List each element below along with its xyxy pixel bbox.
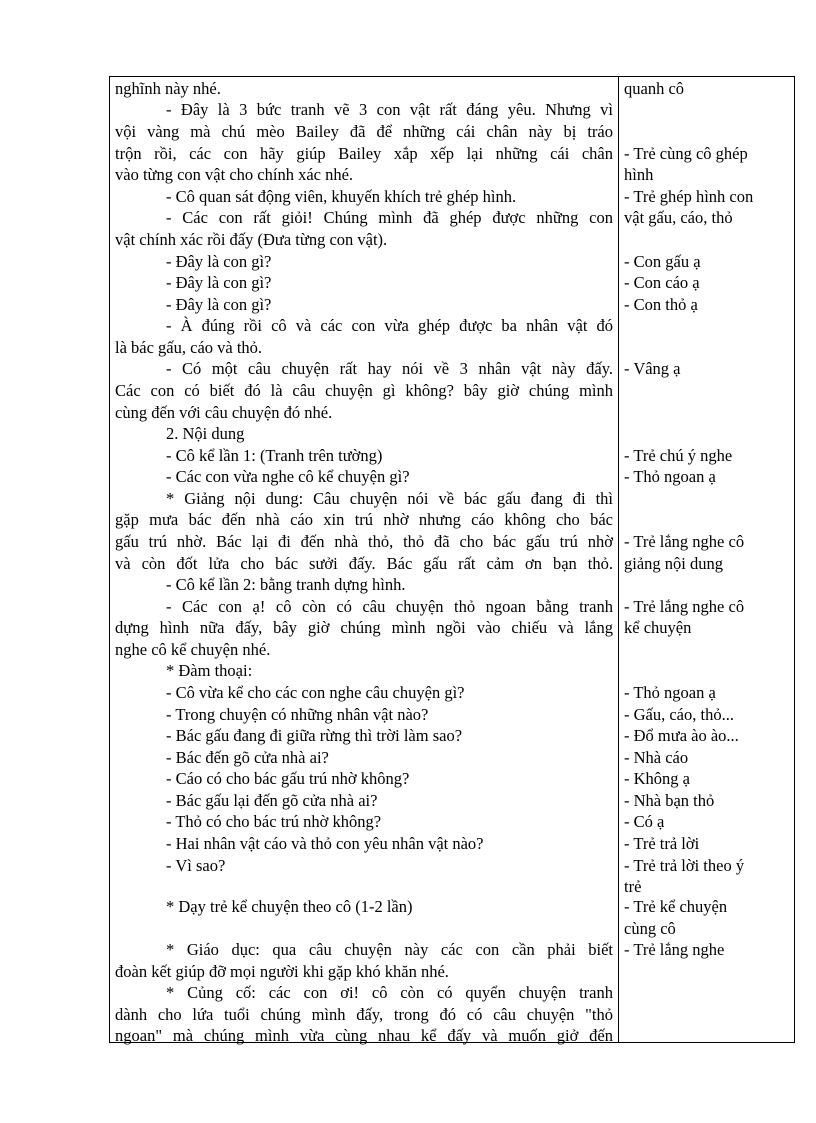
- teacher-line: - Cô vừa kể cho các con nghe câu chuyện gì?: [166, 683, 465, 702]
- teacher-line: ngoan" mà chúng mình vừa cùng nhau kể đấy và muốn giở đến: [115, 1026, 613, 1045]
- student-line: - Trẻ lắng nghe cô: [624, 532, 745, 551]
- teacher-line: đoàn kết giúp đỡ mọi người khi gặp khó khăn nhé.: [115, 962, 449, 981]
- student-line: cùng cô: [624, 919, 676, 938]
- teacher-line: - Các con ạ! cô còn có câu chuyện thỏ ngoan bằng tranh: [166, 597, 613, 616]
- teacher-line: dành cho lứa tuổi chúng mình đấy, trong đó có câu chuyện "thỏ: [115, 1005, 613, 1024]
- teacher-line: - Cô kể lần 1: (Tranh trên tường): [166, 446, 383, 465]
- student-line: kể chuyện: [624, 618, 692, 637]
- teacher-line: cùng đến với câu chuyện đó nhé.: [115, 403, 333, 422]
- teacher-line: - Đây là con gì?: [166, 252, 272, 271]
- teacher-line: nghĩnh này nhé.: [115, 79, 221, 98]
- teacher-line: * Đàm thoại:: [166, 661, 253, 680]
- teacher-line: và còn đốt lửa cho bác sưởi đấy. Bác gấu rất cảm ơn bạn thỏ.: [115, 554, 613, 573]
- student-line: - Nhà cáo: [624, 748, 689, 767]
- student-line: - Thỏ ngoan ạ: [624, 467, 716, 486]
- teacher-line: vật chính xác rồi đấy (Đưa từng con vật).: [115, 230, 388, 249]
- student-line: - Đổ mưa ào ào...: [624, 726, 739, 745]
- teacher-line: - Vì sao?: [166, 856, 226, 875]
- teacher-line: - Có một câu chuyện rất hay nói về 3 nhân vật này đấy.: [166, 359, 613, 378]
- teacher-line: nghe cô kể chuyện nhé.: [115, 640, 271, 659]
- student-line: - Trẻ cùng cô ghép: [624, 144, 748, 163]
- teacher-line: - Cáo có cho bác gấu trú nhờ không?: [166, 769, 410, 788]
- student-line: - Trẻ chú ý nghe: [624, 446, 733, 465]
- teacher-line: - Các con vừa nghe cô kể chuyện gì?: [166, 467, 410, 486]
- student-line: - Con gấu ạ: [624, 252, 701, 271]
- teacher-line: - À đúng rồi cô và các con vừa ghép được ba nhân vật đó: [166, 316, 613, 335]
- teacher-line: - Đây là con gì?: [166, 273, 272, 292]
- teacher-line: vội vàng mà chú mèo Bailey đã để những cái chân này bị tráo: [115, 122, 613, 141]
- teacher-line: Các con có biết đó là câu chuyện gì không? bây giờ chúng mình: [115, 381, 613, 400]
- column-divider: [618, 77, 619, 1042]
- student-line: - Con thỏ ạ: [624, 295, 698, 314]
- student-line: giảng nội dung: [624, 554, 723, 573]
- teacher-line: - Bác gấu lại đến gõ cửa nhà ai?: [166, 791, 378, 810]
- student-line: - Trẻ lắng nghe: [624, 940, 725, 959]
- teacher-line: * Dạy trẻ kể chuyện theo cô (1-2 lần): [166, 897, 413, 916]
- teacher-line: - Đây là 3 bức tranh vẽ 3 con vật rất đáng yêu. Nhưng vì: [166, 100, 613, 119]
- teacher-line: - Cô kể lần 2: bằng tranh dựng hình.: [166, 575, 406, 594]
- student-line: - Thỏ ngoan ạ: [624, 683, 716, 702]
- student-line: - Không ạ: [624, 769, 690, 788]
- student-line: - Gấu, cáo, thỏ...: [624, 705, 734, 724]
- student-line: - Trẻ trả lời: [624, 834, 700, 853]
- teacher-line: gặp mưa bác đến nhà cáo xin trú nhờ nhưng cáo không cho bác: [115, 510, 613, 529]
- teacher-line: * Củng cố: các con ơi! cô còn có quyển chuyện tranh: [166, 983, 613, 1002]
- student-line: - Nhà bạn thỏ: [624, 791, 715, 810]
- teacher-line: - Đây là con gì?: [166, 295, 272, 314]
- student-line: - Trẻ ghép hình con: [624, 187, 754, 206]
- student-line: trẻ: [624, 877, 642, 896]
- teacher-line: vào từng con vật cho chính xác nhé.: [115, 165, 354, 184]
- teacher-line: là bác gấu, cáo và thỏ.: [115, 338, 263, 357]
- student-line: hình: [624, 165, 654, 184]
- teacher-line: * Giảng nội dung: Câu chuyện nói về bác gấu đang đi thì: [166, 489, 613, 508]
- student-line: - Con cáo ạ: [624, 273, 700, 292]
- student-line: - Trẻ lắng nghe cô: [624, 597, 745, 616]
- teacher-line: - Cô quan sát động viên, khuyến khích trẻ ghép hình.: [166, 187, 517, 206]
- student-line: - Trẻ kể chuyện: [624, 897, 728, 916]
- student-line: quanh cô: [624, 79, 685, 98]
- teacher-line: 2. Nội dung: [166, 424, 245, 443]
- lesson-plan-table: [109, 76, 795, 1043]
- teacher-line: - Hai nhân vật cáo và thỏ con yêu nhân vật nào?: [166, 834, 484, 853]
- student-line: vật gấu, cáo, thỏ: [624, 208, 733, 227]
- teacher-line: dựng hình nữa đấy, bây giờ chúng mình ngồi vào chiếu và lắng: [115, 618, 613, 637]
- teacher-line: gấu trú nhờ. Bác lại đi đến nhà thỏ, thỏ đã cho bác gấu trú nhờ: [115, 532, 613, 551]
- teacher-line: - Bác gấu đang đi giữa rừng thì trời làm sao?: [166, 726, 463, 745]
- teacher-line: trộn rồi, các con hãy giúp Bailey xắp xếp lại những cái chân: [115, 144, 613, 163]
- student-line: - Có ạ: [624, 812, 665, 831]
- teacher-line: - Bác đến gõ cửa nhà ai?: [166, 748, 329, 767]
- student-line: - Vâng ạ: [624, 359, 681, 378]
- teacher-line: - Các con rất giỏi! Chúng mình đã ghép được những con: [166, 208, 613, 227]
- student-line: - Trẻ trả lời theo ý: [624, 856, 745, 875]
- teacher-line: - Trong chuyện có những nhân vật nào?: [166, 705, 429, 724]
- teacher-line: - Thỏ có cho bác trú nhờ không?: [166, 812, 382, 831]
- teacher-line: * Giáo dục: qua câu chuyện này các con cần phải biết: [166, 940, 613, 959]
